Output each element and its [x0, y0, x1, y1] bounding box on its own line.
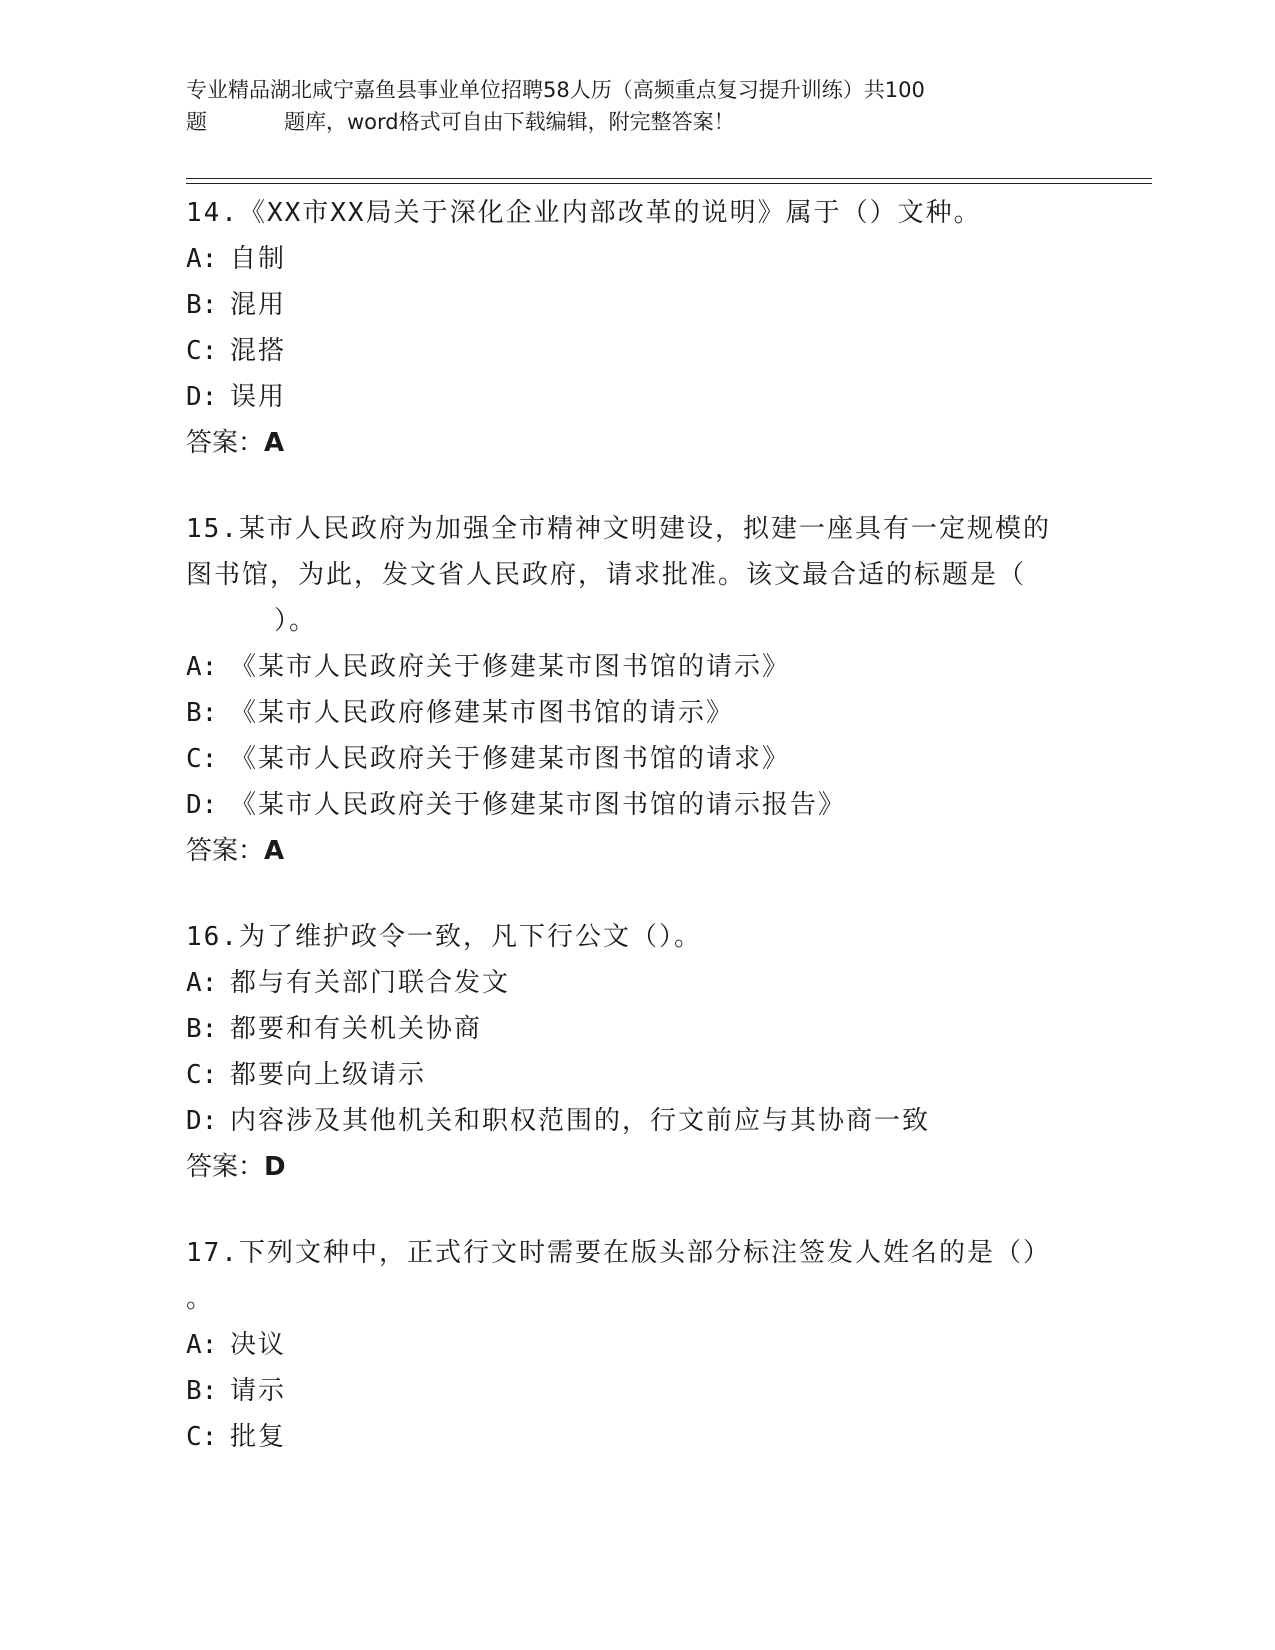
- question-stem: 15.某市人民政府为加强全市精神文明建设，拟建一座具有一定规模的图书馆，为此，发文省人民政府，请求批准。该文最合适的标题是（: [186, 514, 1051, 590]
- option-text: 误用: [230, 382, 287, 412]
- option-c: [186, 736, 1086, 782]
- header-rule-bottom: [186, 183, 1152, 184]
- option-a: [186, 644, 1086, 690]
- option-text: 自制: [230, 244, 287, 274]
- header-line-1: 专业精品湖北咸宁嘉鱼县事业单位招聘58人历（高频重点复习提升训练）共100: [186, 78, 925, 102]
- header-rule-top: [186, 178, 1152, 179]
- option-text: 内容涉及其他机关和职权范围的，行文前应与其协商一致: [230, 1106, 931, 1136]
- answer-label: 答案：: [186, 1152, 265, 1182]
- answer-label: 答案：: [186, 836, 265, 866]
- question-list: [186, 190, 1086, 1504]
- option-text: 都与有关部门联合发文: [230, 968, 511, 998]
- header-line-2-text: 题库，word格式可自由下载编辑，附完整答案！: [284, 110, 735, 134]
- option-c: [186, 1052, 1086, 1098]
- option-c: [186, 1414, 1086, 1460]
- question-stem-continued: 。: [186, 1284, 213, 1314]
- answer-line: [186, 1144, 1086, 1190]
- header-line-2: [186, 106, 1066, 138]
- question-17: [186, 1230, 1086, 1460]
- option-text: 都要向上级请示: [230, 1060, 427, 1090]
- option-key: D:: [186, 790, 218, 820]
- option-key: B:: [186, 290, 218, 320]
- page-header: [186, 74, 1066, 138]
- answer-label: 答案：: [186, 428, 265, 458]
- option-key: B:: [186, 1376, 218, 1406]
- option-key: A:: [186, 652, 218, 682]
- option-a: [186, 960, 1086, 1006]
- question-15: [186, 506, 1086, 874]
- option-text: 《某市人民政府关于修建某市图书馆的请示报告》: [230, 790, 847, 820]
- option-b: [186, 1368, 1086, 1414]
- option-text: 决议: [230, 1330, 287, 1360]
- option-d: [186, 782, 1086, 828]
- question-16: [186, 914, 1086, 1190]
- option-key: C:: [186, 744, 218, 774]
- option-a: [186, 236, 1086, 282]
- option-key: A:: [186, 1330, 218, 1360]
- question-stem-continued: ）。: [274, 606, 318, 636]
- option-text: 批复: [230, 1422, 287, 1452]
- option-text: 《某市人民政府关于修建某市图书馆的请求》: [230, 744, 791, 774]
- option-text: 混搭: [230, 336, 287, 366]
- option-key: A:: [186, 244, 218, 274]
- option-key: D:: [186, 1106, 218, 1136]
- question-14: [186, 190, 1086, 466]
- option-key: B:: [186, 698, 218, 728]
- option-b: [186, 690, 1086, 736]
- answer-line: [186, 828, 1086, 874]
- option-text: 请示: [230, 1376, 287, 1406]
- answer-line: [186, 420, 1086, 466]
- option-key: D:: [186, 382, 218, 412]
- option-key: C:: [186, 1060, 218, 1090]
- option-key: C:: [186, 1422, 218, 1452]
- answer-value: A: [264, 836, 285, 866]
- option-text: 《某市人民政府修建某市图书馆的请示》: [230, 698, 735, 728]
- option-text: 都要和有关机关协商: [230, 1014, 483, 1044]
- option-d: [186, 374, 1086, 420]
- question-stem: 16.为了维护政令一致，凡下行公文（）。: [186, 922, 702, 952]
- option-text: 《某市人民政府关于修建某市图书馆的请示》: [230, 652, 791, 682]
- question-stem: 14.《XX市XX局关于深化企业内部改革的说明》属于（）文种。: [186, 198, 982, 228]
- answer-value: D: [264, 1152, 286, 1182]
- option-a: [186, 1322, 1086, 1368]
- option-text: 混用: [230, 290, 287, 320]
- answer-value: A: [264, 428, 285, 458]
- option-key: C:: [186, 336, 218, 366]
- option-d: [186, 1098, 1086, 1144]
- option-c: [186, 328, 1086, 374]
- option-b: [186, 282, 1086, 328]
- option-b: [186, 1006, 1086, 1052]
- option-key: B:: [186, 1014, 218, 1044]
- header-line-2-lead: 题: [186, 110, 207, 134]
- question-stem: 17.下列文种中，正式行文时需要在版头部分标注签发人姓名的是（）: [186, 1238, 1051, 1268]
- option-key: A:: [186, 968, 218, 998]
